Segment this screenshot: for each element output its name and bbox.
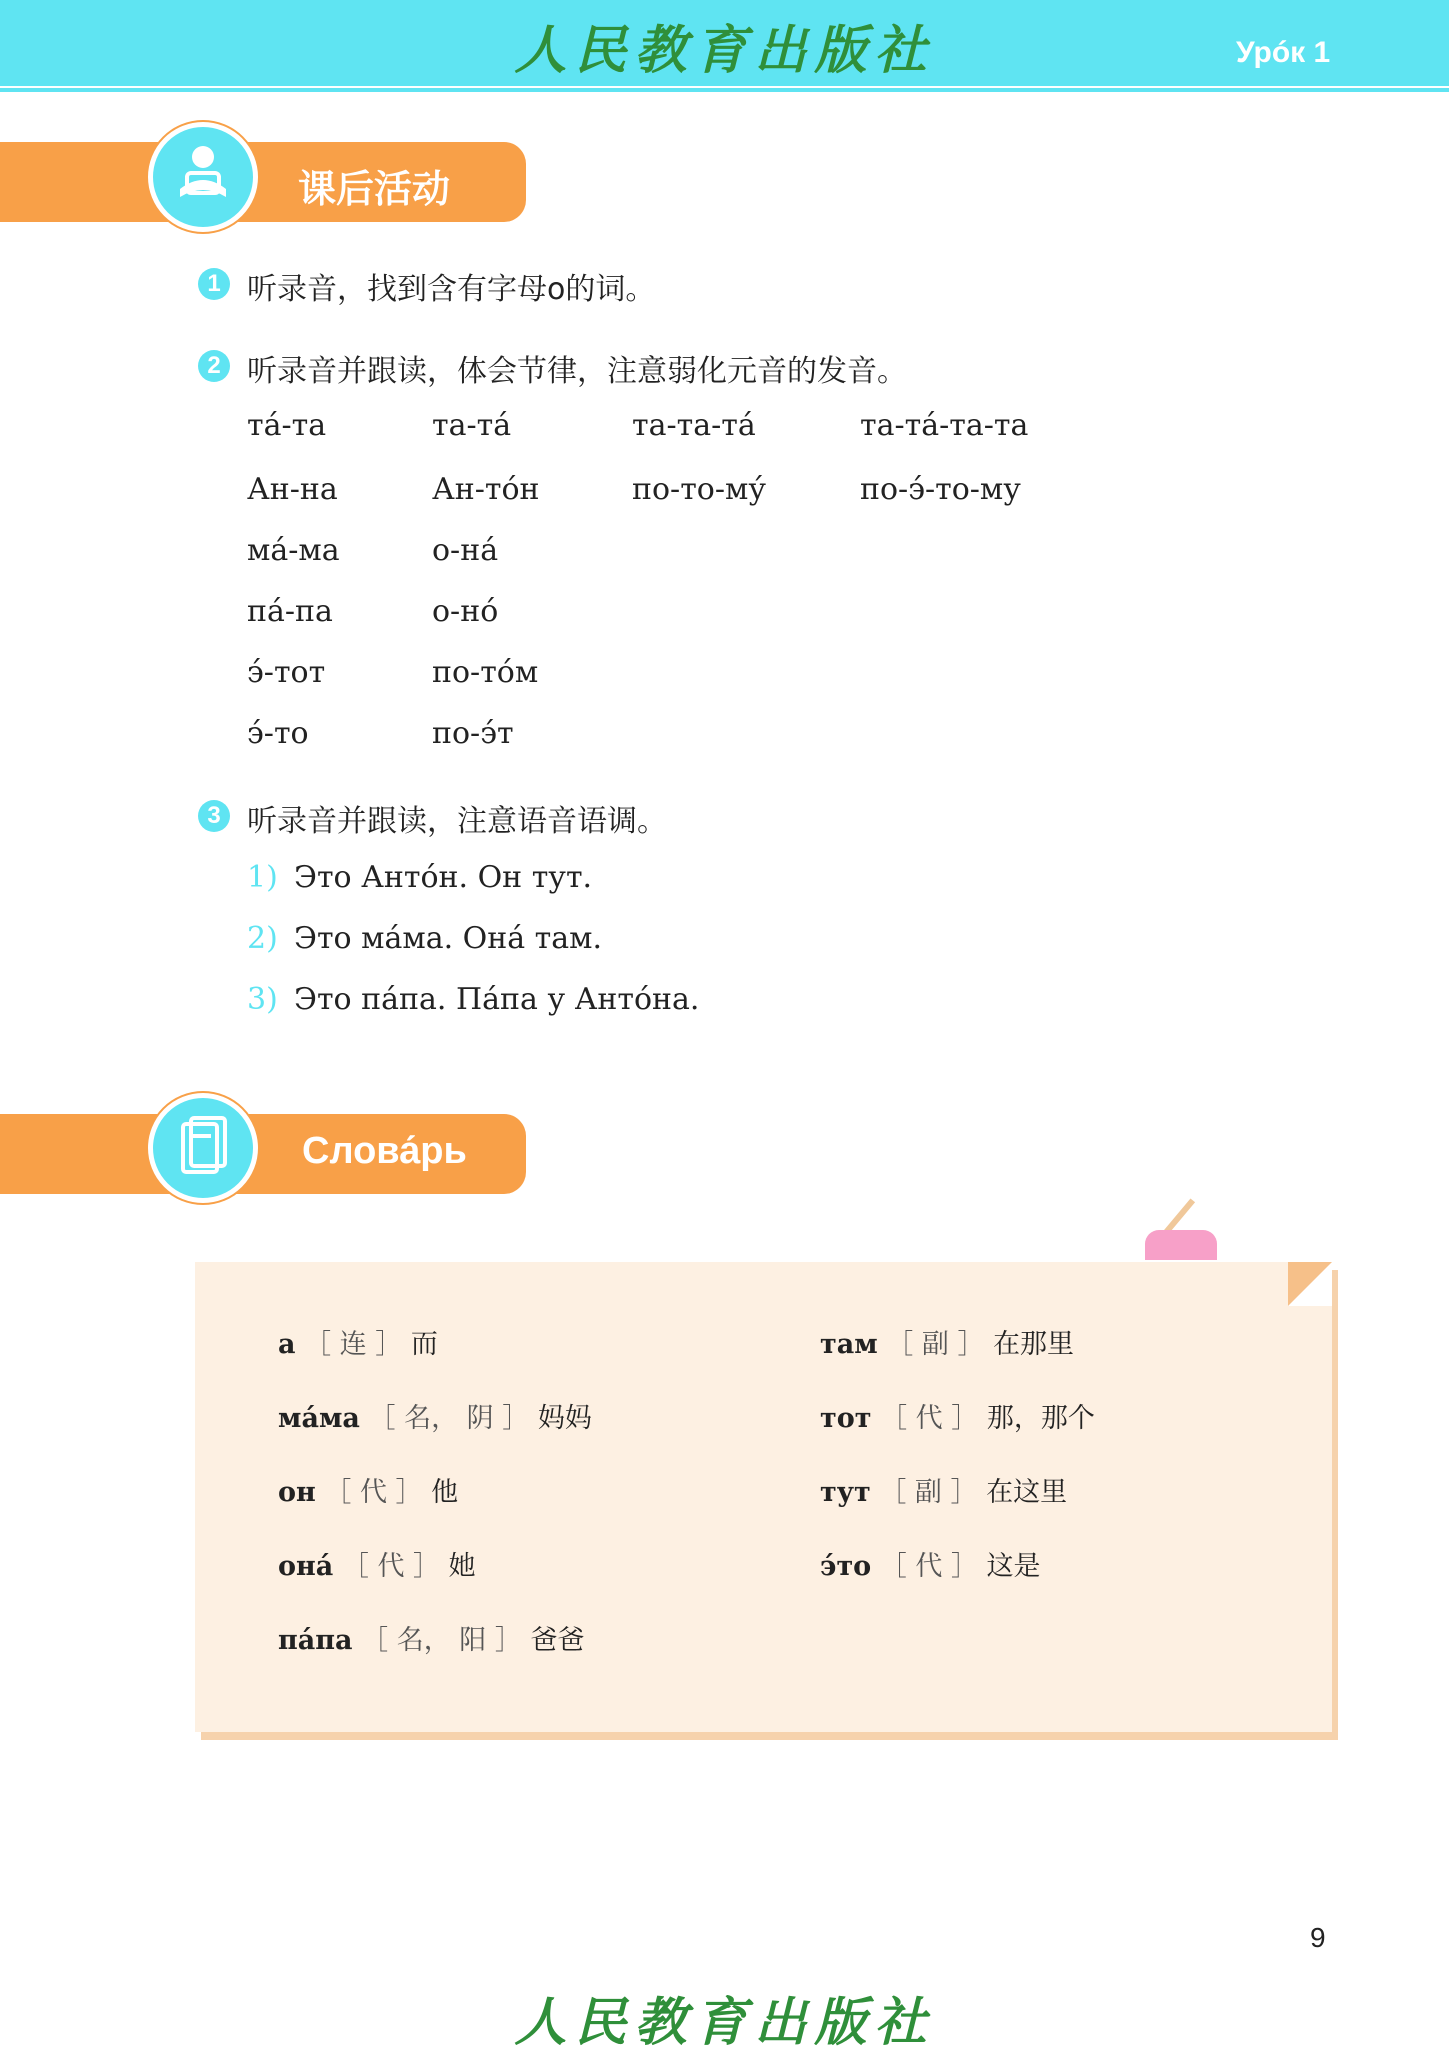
vocab-grammar: ［ 代 ］ [341, 1551, 441, 1582]
sentence-number: 2) [247, 921, 278, 956]
dictionary-title: Слова́рь [302, 1130, 467, 1172]
syllable-word: по-то-му́ [632, 472, 766, 507]
vocab-grammar: ［ 名， 阴 ］ [368, 1403, 530, 1434]
vocab-word: ма́ма [278, 1403, 360, 1434]
books-icon [148, 1093, 258, 1203]
vocab-word: а [278, 1329, 296, 1360]
exercise-number-badge: 1 [198, 268, 230, 300]
vocab-grammar: ［ 副 ］ [886, 1329, 985, 1360]
vocab-grammar: ［ 代 ］ [880, 1403, 979, 1434]
vocab-grammar: ［ 副 ］ [879, 1477, 978, 1508]
vocab-entry [820, 1396, 1095, 1435]
vocab-word: она́ [278, 1551, 334, 1582]
rhythm-pattern: та-та-та́ [632, 408, 756, 443]
vocab-meaning: 在这里 [986, 1477, 1068, 1508]
practice-sentence: Это ма́ма. Она́ там. [294, 921, 603, 956]
vocab-word: он [278, 1477, 316, 1508]
sentence-number: 3) [247, 982, 278, 1017]
vocab-meaning: 那，那个 [986, 1403, 1095, 1434]
syllable-word: Ан-на [247, 472, 338, 507]
page-fold-shade [1288, 1262, 1332, 1306]
vocab-grammar: ［ 名， 阳 ］ [361, 1625, 522, 1656]
vocab-grammar: ［ 连 ］ [304, 1329, 403, 1360]
vocab-meaning: 而 [410, 1329, 438, 1360]
practice-sentence: Это па́па. Па́па у Анто́на. [294, 982, 700, 1017]
publisher-logo-footer: 人民教育出版社 [514, 1992, 935, 2053]
rhythm-pattern: та́-та [247, 408, 327, 443]
vocab-meaning: 在那里 [993, 1329, 1075, 1360]
rhythm-pattern: та-та́ [432, 408, 512, 443]
syllable-word: э́-то [247, 716, 309, 751]
vocab-word: тут [820, 1477, 871, 1508]
vocab-word: э́то [820, 1551, 872, 1582]
syllable-word: о-на́ [432, 533, 499, 568]
syllable-word: о-но́ [432, 594, 499, 629]
syllable-word: па́-па [247, 594, 333, 629]
vocab-entry [278, 1544, 476, 1583]
syllable-word: по-э́т [432, 716, 514, 751]
syllable-word: э́-тот [247, 655, 326, 690]
vocab-meaning: 她 [448, 1551, 476, 1582]
page-number: 9 [1310, 1922, 1326, 1953]
exercise-number-badge: 2 [198, 350, 230, 382]
practice-sentence: Это Анто́н. Он тут. [294, 860, 593, 895]
sentence-number: 1) [247, 860, 278, 895]
publisher-logo: 人民教育出版社 [514, 20, 935, 81]
vocab-entry [820, 1470, 1067, 1509]
vocab-entry [820, 1544, 1041, 1583]
vocab-word: там [820, 1329, 878, 1360]
vocab-word: тот [820, 1403, 872, 1434]
vocab-meaning: 妈妈 [537, 1403, 592, 1434]
vocab-meaning: 这是 [986, 1551, 1041, 1582]
activities-title: 课后活动 [298, 169, 451, 211]
vocab-meaning: 他 [431, 1477, 459, 1508]
clip-icon [1145, 1230, 1217, 1260]
vocab-entry [278, 1396, 592, 1435]
header-divider [0, 88, 1449, 92]
student-reading-icon [148, 122, 258, 232]
syllable-word: Ан-то́н [432, 472, 540, 507]
vocab-meaning: 爸爸 [530, 1625, 585, 1656]
lesson-label: Урóк 1 [1236, 36, 1331, 69]
vocab-entry [278, 1470, 458, 1509]
syllable-word: по-то́м [432, 655, 539, 690]
exercise-3-instruction: 听录音并跟读，注意语音语调。 [247, 804, 667, 839]
page-header [0, 0, 1449, 86]
exercise-2-instruction: 听录音并跟读，体会节律，注意弱化元音的发音。 [247, 354, 907, 389]
vocab-grammar: ［ 代 ］ [879, 1551, 978, 1582]
vocab-entry [820, 1322, 1074, 1361]
syllable-word: ма́-ма [247, 533, 340, 568]
exercise-1-instruction: 听录音，找到含有字母o的词。 [247, 272, 656, 307]
vocab-word: па́па [278, 1625, 353, 1656]
rhythm-pattern: та-та́-та-та [860, 408, 1029, 443]
vocab-entry [278, 1618, 584, 1657]
vocab-entry [278, 1322, 438, 1361]
syllable-word: по-э́-то-му [860, 472, 1021, 507]
vocab-grammar: ［ 代 ］ [324, 1477, 423, 1508]
exercise-number-badge: 3 [198, 800, 230, 832]
